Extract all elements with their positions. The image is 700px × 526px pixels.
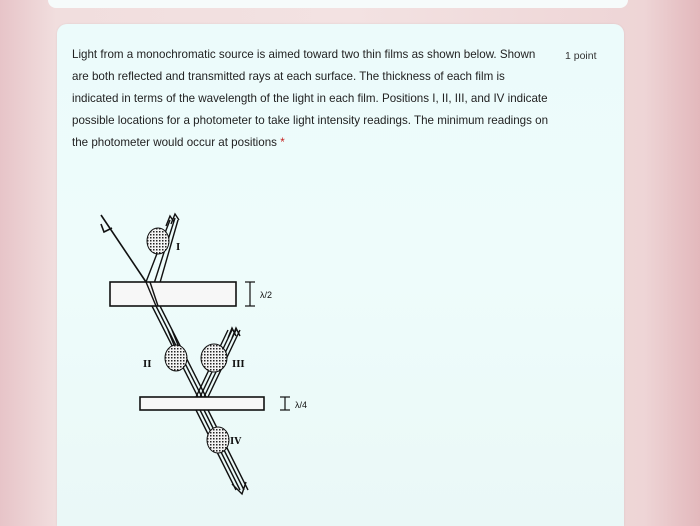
film-2: [140, 397, 264, 410]
question-body: Light from a monochromatic source is aimed toward two thin films as shown below. Shown are both reflected and transmitted rays at each surface. The thickness of each film is indicated in terms of the wavelength of the light in each film. Positions I, II, III, and IV indicate possible locations for a photometer to take light intensity readings. The minimum readings on the photometer would occur at positions: [72, 48, 549, 149]
label-position-4: IV: [230, 437, 242, 447]
thickness-label-1: λ/2: [260, 290, 273, 300]
photometer-position-2: [165, 345, 187, 371]
photometer-position-4: [207, 427, 229, 453]
points-label: 1 point: [565, 50, 597, 62]
required-asterisk: *: [280, 136, 285, 149]
film-1: [110, 282, 236, 306]
photometer-position-1: [147, 228, 169, 254]
label-position-3: III: [232, 360, 245, 370]
thickness-marker-2: [280, 397, 290, 410]
thickness-label-2: λ/4: [295, 400, 308, 410]
photometer-position-3: [201, 344, 227, 372]
label-position-2: II: [143, 360, 152, 370]
label-position-1: I: [176, 243, 181, 253]
incident-ray: [101, 215, 146, 282]
thickness-marker-1: [245, 282, 255, 306]
